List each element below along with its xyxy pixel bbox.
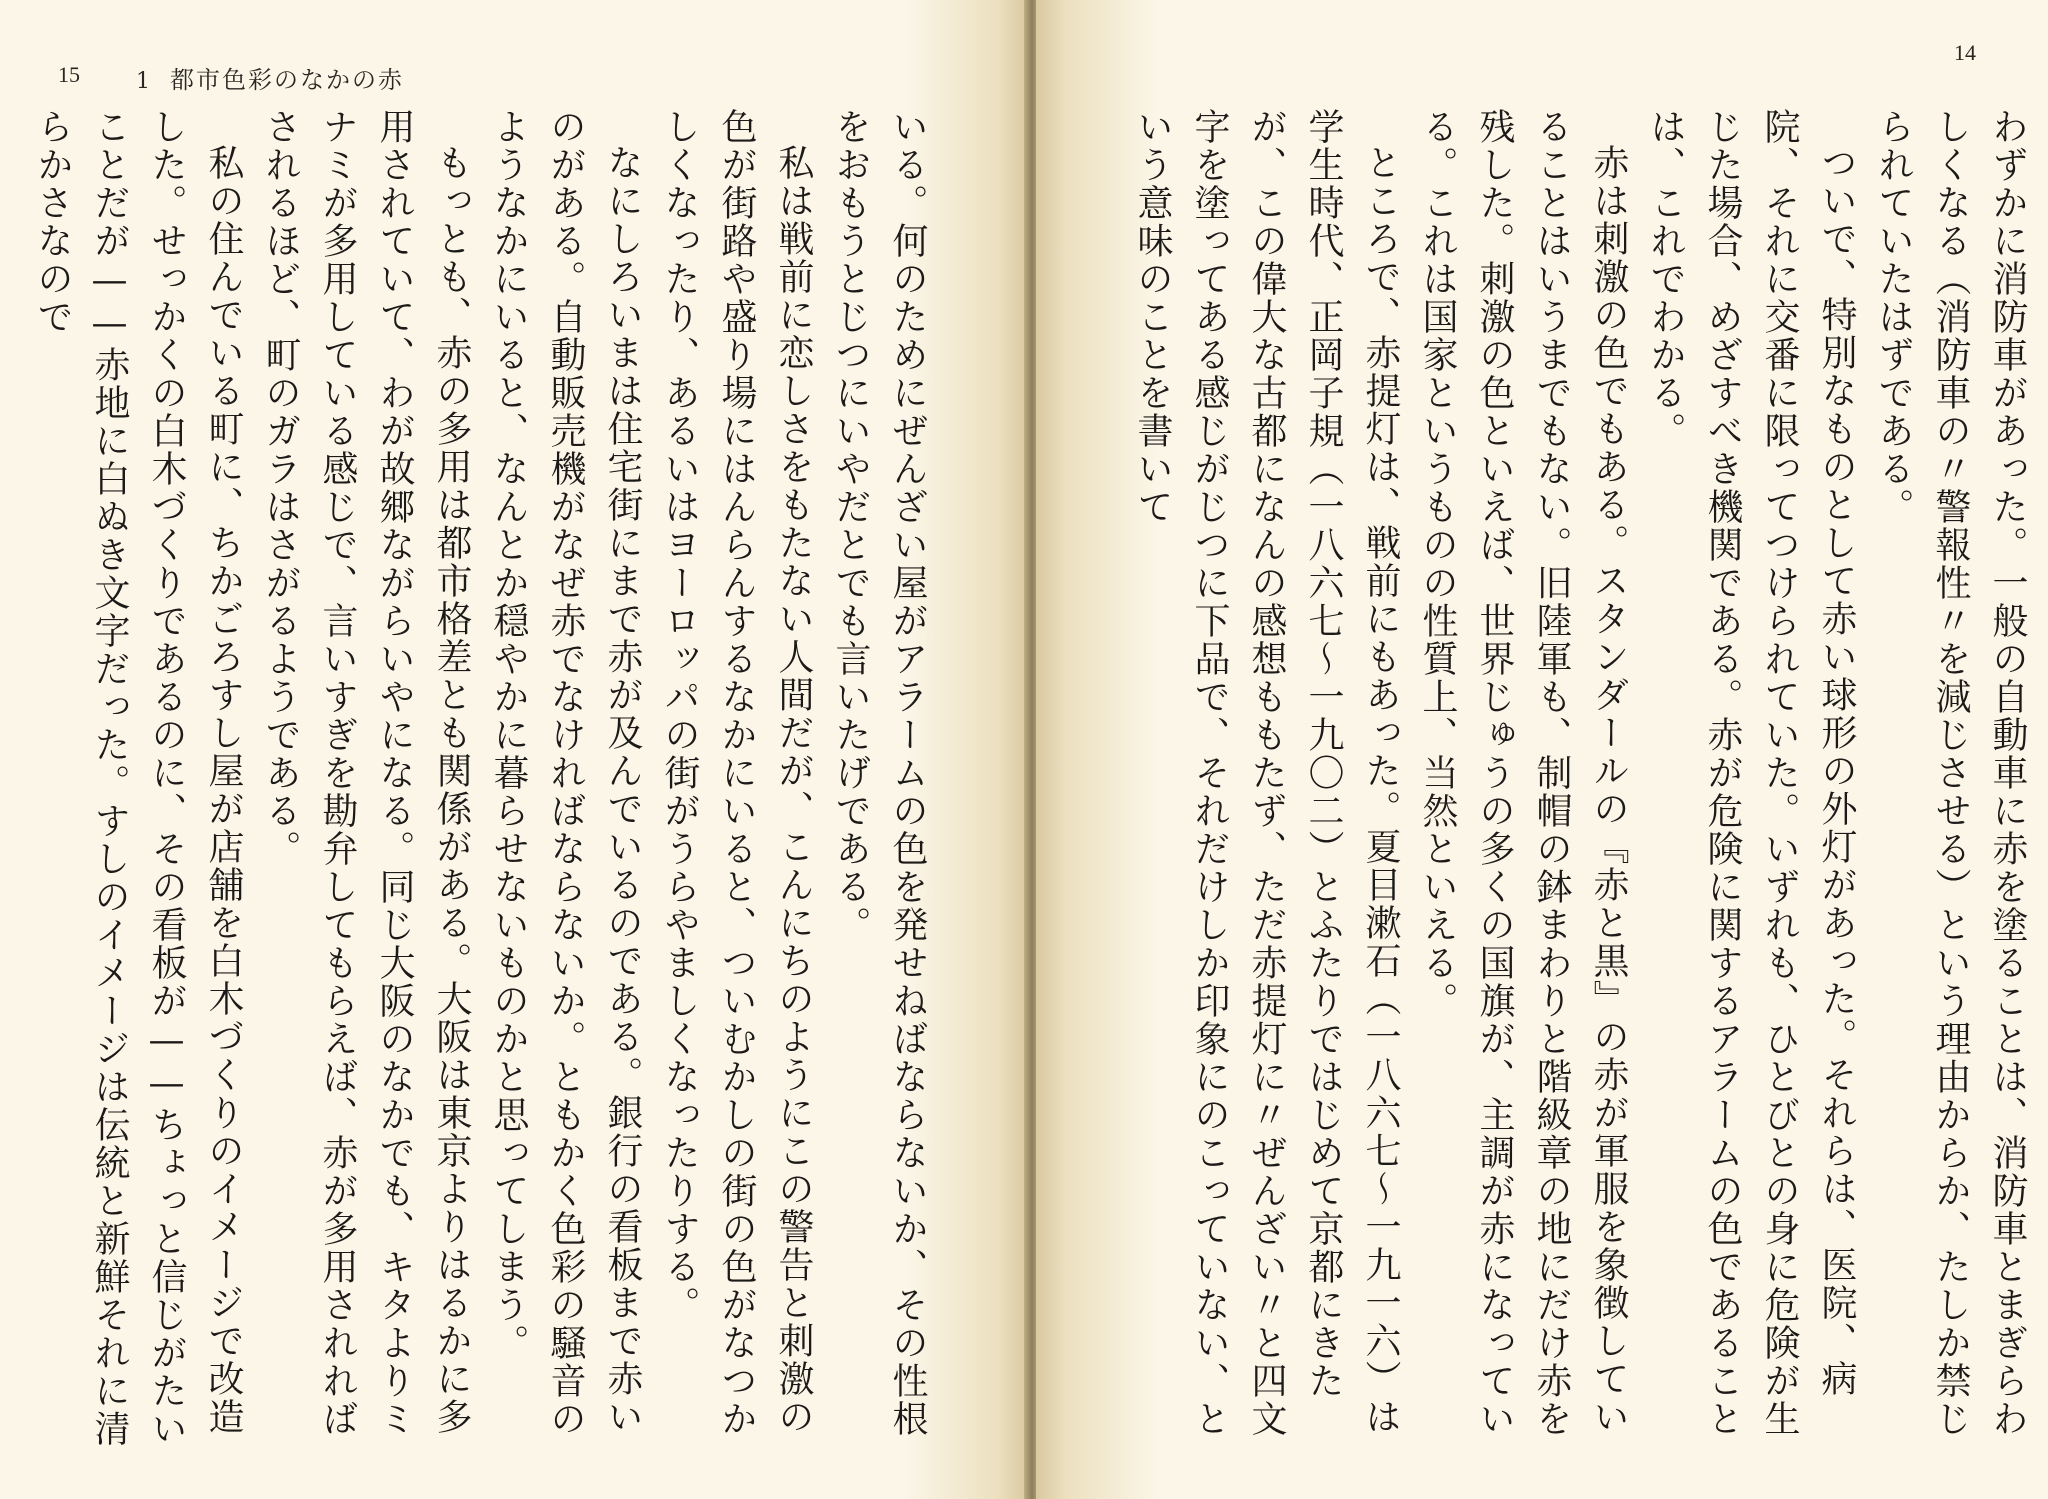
left-page-body <box>32 108 936 1468</box>
right-page-body <box>1116 108 2036 1468</box>
paragraph: もっとも、赤の多用は都市格差とも関係がある。大阪は東京よりはるかに多用されていて、わが故郷ながらいやになる。同じ大阪のなかでも、キタよりミナミが多用している感じで、言いすぎを勘弁してもらえば、赤が多用されればされるほど、町のガラはさがるようである。 <box>260 108 472 1438</box>
paragraph: いる。何のためにぜんざい屋がアラームの色を発せねばならないか、その性根をおもうとじつにいやだとでも言いたげである。 <box>830 108 928 1438</box>
page-number-left: 15 <box>58 62 80 87</box>
running-head <box>136 60 404 95</box>
chapter-number: 1 <box>136 69 152 94</box>
paragraph: 私は戦前に恋しさをもたない人間だが、こんにちのようにこの警告と刺激の色が街路や盛り場にはんらんするなかにいると、ついむかしの街の色がなつかしくなったり、あるいはヨーロッパの街がうらやましくなったりする。 <box>659 108 814 1438</box>
paragraph: 赤は刺激の色でもある。スタンダールの『赤と黒』の赤が軍服を象徴していることはいうまでもない。旧陸軍も、制帽の鉢まわりと階級章の地にだけ赤を残した。刺激の色といえば、世界じゅうの多くの国旗が、主調が赤になっている。これは国家というものの性質上、当然といえる。 <box>1417 108 1629 1438</box>
page-number-right: 14 <box>1954 40 1976 65</box>
paragraph: わずかに消防車があった。一般の自動車に赤を塗ることは、消防車とまぎらわしくなる（消防車の〃警報性〃を減じさせる）という理由からか、たしか禁じられていたはずである。 <box>1873 108 2028 1438</box>
chapter-title: 都市色彩のなかの赤 <box>170 66 404 94</box>
paragraph: なにしろいまは住宅街にまで赤が及んでいるのである。銀行の看板まで赤いのがある。自動販売機がなぜ赤でなければならないか。ともかく色彩の騒音のようなかにいると、なんとか穏やかに暮らせないものかと思ってしまう。 <box>488 108 643 1438</box>
right-page <box>1036 0 2048 1499</box>
paragraph: ついで、特別なものとして赤い球形の外灯があった。それらは、医院、病院、それに交番に限ってつけられていた。いずれも、ひとびとの身に危険が生じた場合、めざすべき機関である。赤が危険に関するアラームの色であることは、これでわかる。 <box>1645 108 1857 1438</box>
paragraph: 私の住んでいる町に、ちかごろすし屋が店舗を白木づくりのイメージで改造した。せっかくの白木づくりであるのに、その看板が——ちょっと信じがたいことだが——赤地に白ぬき文字だった。すしのイメージは伝統と新鮮それに清らかさなので <box>32 108 244 1448</box>
paragraph: ところで、赤提灯は、戦前にもあった。夏目漱石（一八六七〜一九一六）は学生時代、正岡子規（一八六七〜一九〇二）とふたりではじめて京都にきたが、この偉大な古都になんの感想ももたず、ただ赤提灯に〃ぜんざい〃と四文字を塗ってある感じがじつに下品で、それだけしか印象にのこっていない、という意味のことを書いて <box>1132 108 1401 1438</box>
